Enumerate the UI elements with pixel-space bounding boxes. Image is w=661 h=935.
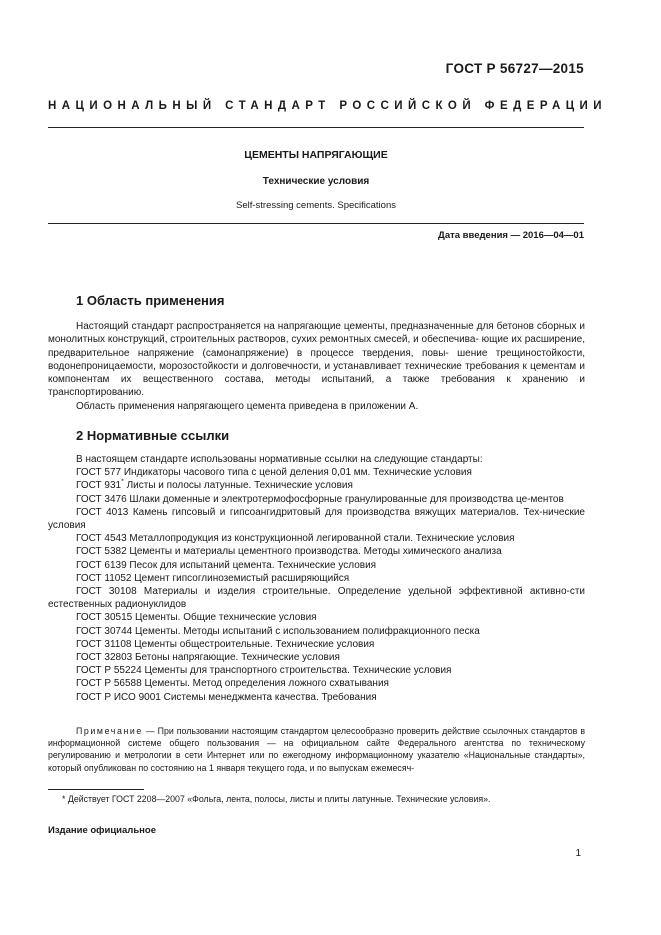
note <box>48 725 585 774</box>
note-label: Примечание <box>76 726 143 736</box>
reference-item: ГОСТ 4013 Камень гипсовый и гипсоангидритовый для производства вяжущих материалов. Тех-нические условия <box>48 506 585 532</box>
top-rule <box>48 127 584 128</box>
reference-item: ГОСТ 30108 Материалы и изделия строительные. Определение удельной эффективной активно-сти естественных радионуклидов <box>48 586 585 611</box>
reference-item: ГОСТ 3476 Шлаки доменные и электротермофосфорные гранулированные для производства це-ментов <box>76 493 564 505</box>
edition-label: Издание официальное <box>48 825 156 836</box>
note-text: — При пользовании настоящим стандартом целесообразно проверить действие ссылочных стандартов в информационной системе общего пользования — на официальном сайте Федерального агентства по техническому регулированию и метрологии в сети Интернет или по ежегодному информационному указателю «Национальные стандарты», который опубликован по состоянию на 1 января текущего года, и по выпускам ежемесяч- <box>48 726 585 773</box>
section-1-heading: 1 Область применения <box>76 293 225 308</box>
footnote-marker: * <box>121 479 124 487</box>
introduction-date: Дата введения — 2016—04—01 <box>438 230 584 241</box>
reference-item: ГОСТ 5382 Цементы и материалы цементного производства. Методы химического анализа <box>76 546 502 558</box>
reference-item: ГОСТ 32803 Бетоны напрягающие. Технические условия <box>76 652 340 664</box>
reference-item: ГОСТ 931* Листы и полосы латунные. Технические условия <box>76 479 353 492</box>
reference-item: ГОСТ 30515 Цементы. Общие технические условия <box>76 612 317 624</box>
document-title: ЦЕМЕНТЫ НАПРЯГАЮЩИЕ <box>244 149 388 161</box>
document-subtitle: Технические условия <box>262 176 370 187</box>
reference-item: ГОСТ Р ИСО 9001 Системы менеджмента качества. Требования <box>76 691 377 703</box>
section-2-heading: 2 Нормативные ссылки <box>76 428 230 443</box>
reference-item: ГОСТ 30744 Цементы. Методы испытаний с использованием полифракционного песка <box>76 625 480 637</box>
english-title: Self-stressing cements. Specifications <box>236 200 396 211</box>
reference-item: ГОСТ 6139 Песок для испытаний цемента. Технические условия <box>76 559 377 571</box>
footnote: * Действует ГОСТ 2208—2007 «Фольга, лента, полосы, листы и плиты латунные. Технические условия». <box>62 794 491 804</box>
gost-number: ГОСТ Р 56727—2015 <box>445 61 584 76</box>
section-1-paragraph-2: Область применения напрягающего цемента приведена в приложении А. <box>76 400 419 412</box>
national-standard-heading: НАЦИОНАЛЬНЫЙ СТАНДАРТ РОССИЙСКОЙ ФЕДЕРАЦИИ <box>48 100 607 112</box>
references-intro: В настоящем стандарте использованы нормативные ссылки на следующие стандарты: <box>76 454 483 465</box>
page-number: 1 <box>575 848 581 859</box>
reference-item: ГОСТ Р 55224 Цементы для транспортного строительства. Технические условия <box>76 665 452 677</box>
section-1-body <box>48 320 585 413</box>
reference-item: ГОСТ 31108 Цементы общестроительные. Технические условия <box>76 638 375 650</box>
reference-item: ГОСТ Р 56588 Цементы. Метод определения ложного схватывания <box>76 678 389 690</box>
reference-item: ГОСТ 4543 Металлопродукция из конструкционной легированной стали. Технические условия <box>76 533 515 545</box>
section-1-paragraph: Настоящий стандарт распространяется на напрягающие цементы, предназначенные для бетонов сборных и монолитных конструкций, строительных растворов, сухих ремонтных смесей, и обеспечива- ющие их расширение, предварительное напряжение (самонапряжение) в процессе твердения, повы- шение трещиностойкости, водонепроницаемости, морозостойкости и долговечности, и устанавливает технические требования к цементам и компонентам их вещественного состава, методы испытаний, а также требования к хранению и транспортированию. <box>48 321 586 399</box>
reference-item: ГОСТ 11052 Цемент гипсоглиноземистый расширяющийся <box>76 572 350 584</box>
reference-item: ГОСТ 577 Индикаторы часового типа с ценой деления 0,01 мм. Технические условия <box>76 467 472 479</box>
title-rule <box>48 223 584 224</box>
reference-list <box>48 453 585 704</box>
footnote-rule <box>48 789 144 790</box>
